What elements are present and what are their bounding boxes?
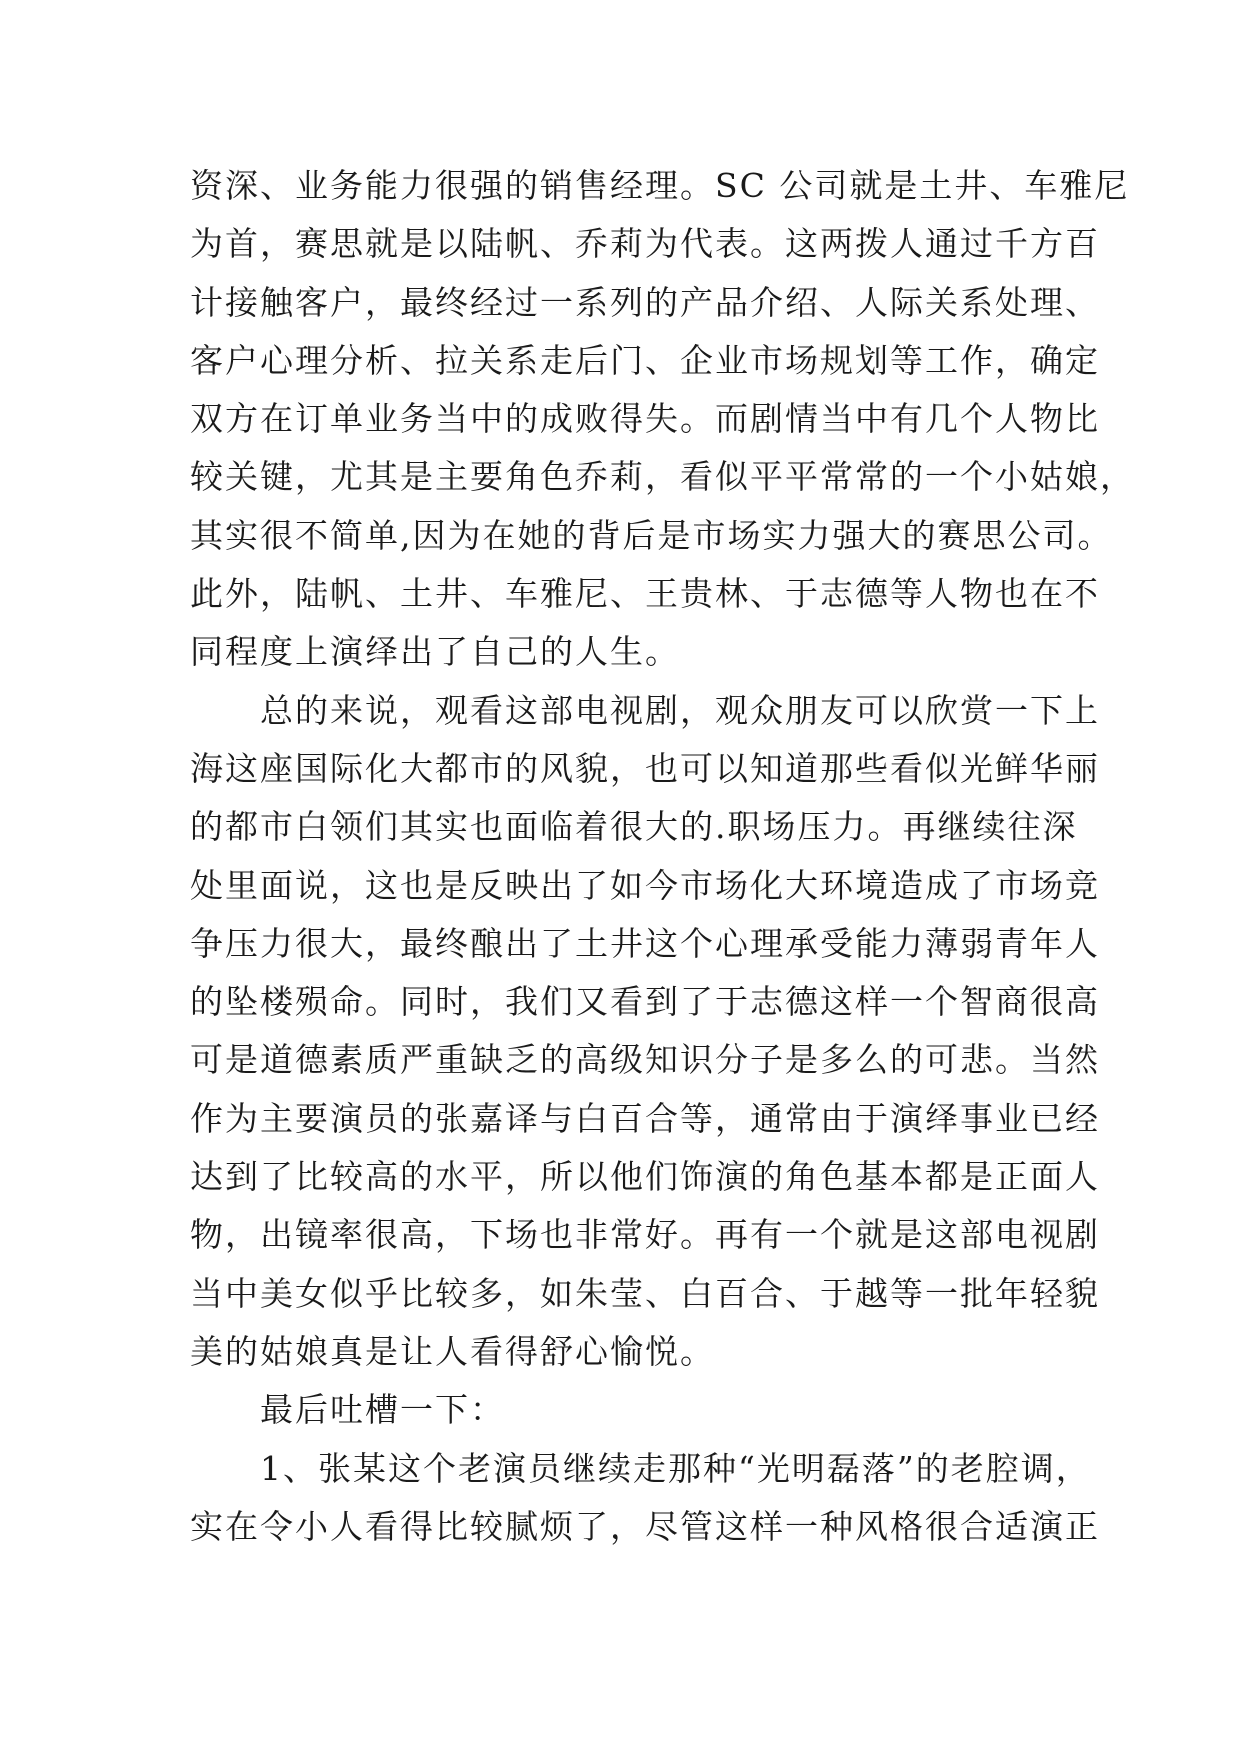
text-line: 可是道德素质严重缺乏的高级知识分子是多么的可悲。当然 bbox=[190, 1040, 1100, 1080]
text-line: 总的来说，观看这部电视剧，观众朋友可以欣赏一下上 bbox=[260, 690, 1100, 730]
text-line: 客户心理分析、拉关系走后门、企业市场规划等工作，确定 bbox=[190, 340, 1100, 380]
document-body bbox=[190, 157, 1135, 1556]
text-line: 当中美女似乎比较多，如朱莹、白百合、于越等一批年轻貌 bbox=[190, 1273, 1100, 1313]
text-line: 资深、业务能力很强的销售经理。SC 公司就是土井、车雅尼 bbox=[190, 166, 1130, 205]
text-line: 处里面说，这也是反映出了如今市场化大环境造成了市场竞 bbox=[190, 865, 1100, 905]
text-line: 1、张某这个老演员继续走那种“光明磊落”的老腔调， bbox=[260, 1448, 1091, 1488]
text-line: 作为主要演员的张嘉译与白百合等，通常由于演绎事业已经 bbox=[190, 1098, 1100, 1138]
text-line: 计接触客户，最终经过一系列的产品介绍、人际关系处理、 bbox=[190, 282, 1100, 322]
text-line: 最后吐槽一下： bbox=[260, 1390, 505, 1430]
text-line: 为首，赛思就是以陆帆、乔莉为代表。这两拨人通过千方百 bbox=[190, 224, 1100, 264]
text-line: 此外，陆帆、土井、车雅尼、王贵林、于志德等人物也在不 bbox=[190, 574, 1100, 614]
text-line: 实在令小人看得比较腻烦了，尽管这样一种风格很合适演正 bbox=[190, 1506, 1100, 1546]
text-line: 的坠楼殒命。同时，我们又看到了于志德这样一个智商很高 bbox=[190, 982, 1100, 1022]
text-line: 物，出镜率很高，下场也非常好。再有一个就是这部电视剧 bbox=[190, 1215, 1100, 1255]
text-line: 达到了比较高的水平，所以他们饰演的角色基本都是正面人 bbox=[190, 1157, 1100, 1197]
text-line: 其实很不简单,因为在她的背后是市场实力强大的赛思公司。 bbox=[190, 515, 1113, 555]
text-line: 同程度上演绎出了自己的人生。 bbox=[190, 632, 680, 672]
text-line: 海这座国际化大都市的风貌，也可以知道那些看似光鲜华丽 bbox=[190, 748, 1100, 788]
text-line: 争压力很大，最终酿出了土井这个心理承受能力薄弱青年人 bbox=[190, 923, 1100, 963]
text-line: 的都市白领们其实也面临着很大的.职场压力。再继续往深 bbox=[190, 807, 1078, 847]
text-line: 双方在订单业务当中的成败得失。而剧情当中有几个人物比 bbox=[190, 399, 1100, 439]
text-line: 美的姑娘真是让人看得舒心愉悦。 bbox=[190, 1331, 715, 1371]
text-line: 较关键，尤其是主要角色乔莉，看似平平常常的一个小姑娘， bbox=[190, 457, 1135, 497]
